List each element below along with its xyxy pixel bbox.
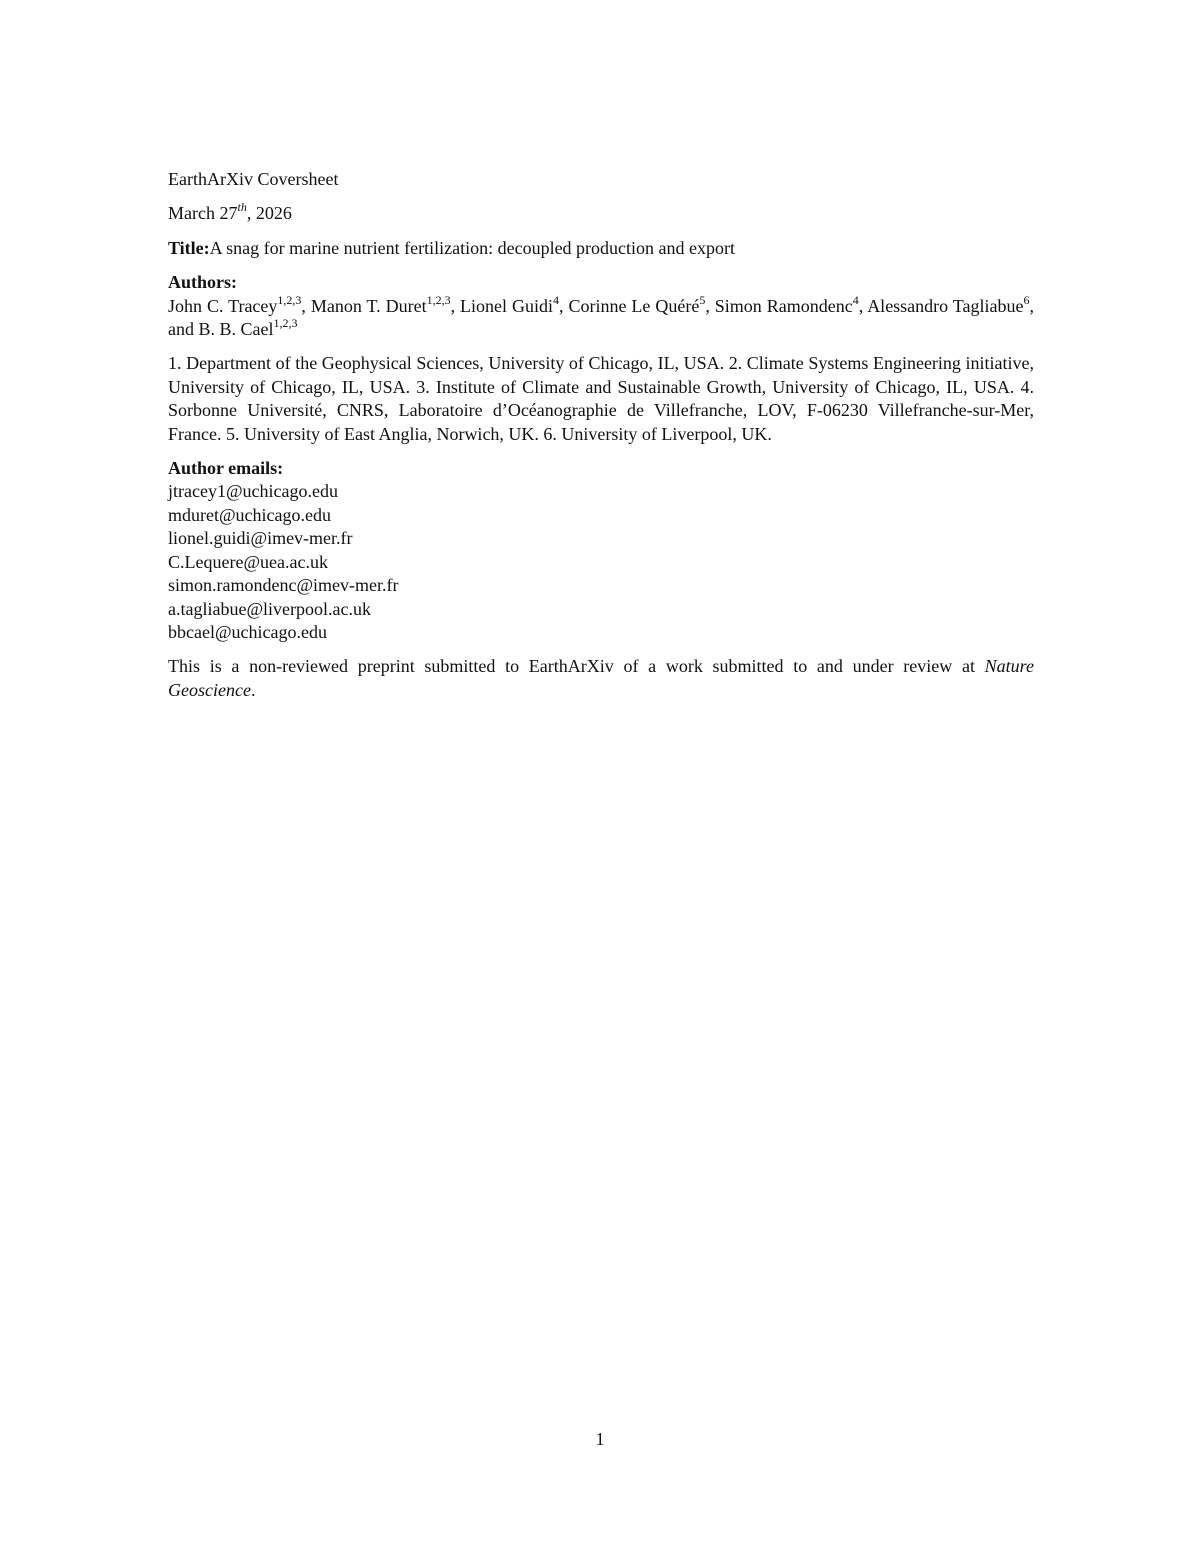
- notice-text: This is a non-reviewed preprint submitted to EarthArXiv of a work submitted to and under review at: [168, 656, 985, 677]
- coversheet-page: [168, 168, 1034, 713]
- author-name: Alessandro Tagliabue: [867, 295, 1024, 316]
- author-email: bbcael@uchicago.edu: [168, 621, 328, 642]
- author-affiliation: 5: [699, 292, 706, 307]
- author-email: lionel.guidi@imev-mer.fr: [168, 528, 353, 549]
- journal-name: Nature Geoscience: [168, 656, 1034, 700]
- title-label: Title:: [168, 237, 210, 258]
- author-email: jtracey1@uchicago.edu: [168, 481, 338, 502]
- coversheet-label: EarthArXiv Coversheet: [168, 169, 339, 189]
- author-name: Lionel Guidi: [460, 295, 553, 316]
- author-affiliation: 4: [553, 292, 559, 307]
- author-affiliation: 4: [852, 292, 859, 307]
- author-name: Manon T. Duret: [310, 295, 427, 316]
- author-email: mduret@uchicago.edu: [168, 504, 332, 525]
- title-text: A snag for marine nutrient fertilization: decoupled production and export: [209, 237, 736, 258]
- emails-heading: Author emails:: [168, 458, 284, 479]
- author-email: a.tagliabue@liverpool.ac.uk: [168, 598, 372, 619]
- notice-end: .: [250, 679, 256, 700]
- authors-section: [168, 271, 1034, 341]
- author-name: B. B. Cael: [198, 319, 274, 340]
- author-email: C.Lequere@uea.ac.uk: [168, 551, 328, 572]
- author-separator: ,: [450, 295, 461, 316]
- author-separator: ,: [559, 295, 569, 316]
- author-separator: , and: [168, 295, 1035, 340]
- author-name: Simon Ramondenc: [714, 295, 853, 316]
- emails-section: [168, 457, 1034, 644]
- author-email: simon.ramondenc@imev-mer.fr: [168, 575, 399, 596]
- author-affiliation: 1,2,3: [426, 292, 451, 307]
- author-name: John C. Tracey: [168, 295, 278, 316]
- title-line: [168, 237, 1034, 260]
- author-affiliation: 1,2,3: [273, 316, 298, 331]
- date-month: March 27: [168, 203, 238, 224]
- date-suffix: th: [237, 200, 247, 215]
- author-affiliation: 6: [1023, 292, 1030, 307]
- page-number: 1: [595, 1429, 605, 1449]
- authors-heading: Authors:: [168, 272, 238, 293]
- author-separator: ,: [858, 295, 868, 316]
- author-affiliation: 1,2,3: [277, 292, 302, 307]
- author-name: Corinne Le Quéré: [568, 295, 700, 316]
- author-separator: ,: [301, 295, 311, 316]
- date-line: [168, 202, 1034, 225]
- date-year: , 2026: [246, 203, 292, 224]
- preprint-notice: [168, 655, 1034, 702]
- affiliations-text: 1. Department of the Geophysical Sciences, University of Chicago, IL, USA. 2. Climate Systems Engineering initiative, University of Chicago, IL, USA. 3. Institute of Climate and Sustainable Growth, University of Chicago, IL, USA. 4. Sorbonne Université, CNRS, Laboratoire d’Océanographie de Villefranche, LOV, F-06230 Villefranche-sur-Mer, France. 5. University of East Anglia, Norwich, UK. 6. University of Liverpool, UK.: [168, 353, 1034, 444]
- authors-list: [168, 292, 1035, 342]
- author-separator: ,: [705, 295, 715, 316]
